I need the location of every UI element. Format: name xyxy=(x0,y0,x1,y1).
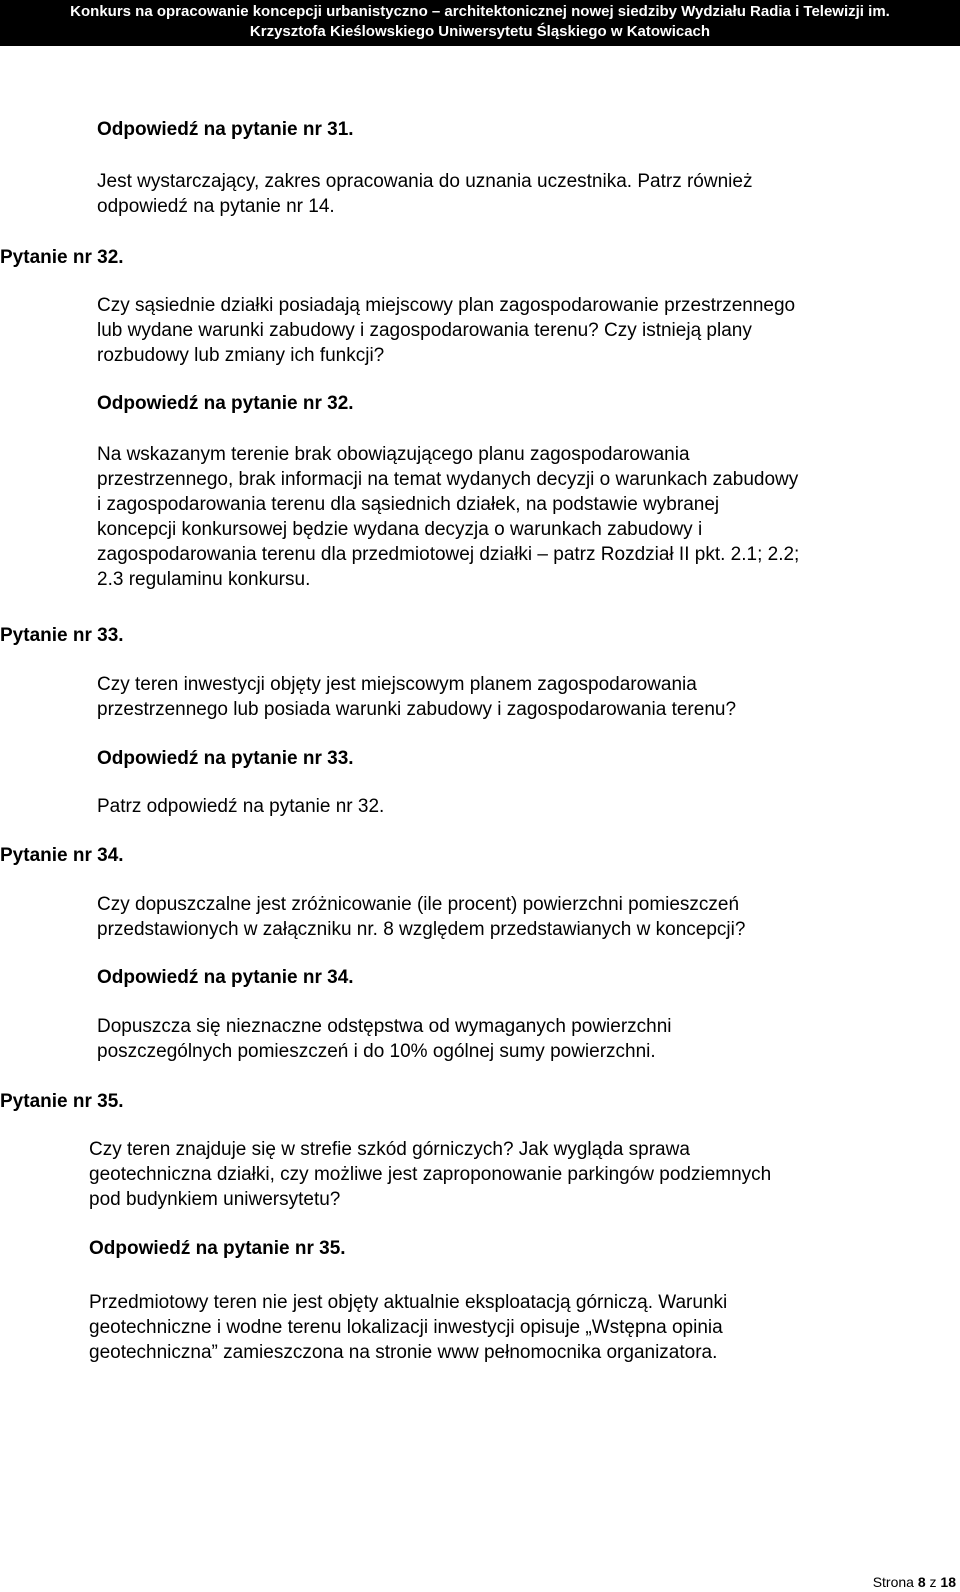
question-32-line-3: rozbudowy lub zmiany ich funkcji? xyxy=(97,345,385,366)
answer-31-heading: Odpowiedź na pytanie nr 31. xyxy=(97,119,354,140)
answer-31-line-2: odpowiedź na pytanie nr 14. xyxy=(97,196,335,217)
answer-32-heading: Odpowiedź na pytanie nr 32. xyxy=(97,393,354,414)
answer-32-line-3: i zagospodarowania terenu dla sąsiednich działek, na podstawie wybranej xyxy=(97,494,720,515)
answer-32-line-4: koncepcji konkursowej będzie wydana decyzja o warunkach zabudowy i xyxy=(97,519,703,540)
answer-34-heading: Odpowiedź na pytanie nr 34. xyxy=(97,967,354,988)
question-32-line-2: lub wydane warunki zabudowy i zagospodarowania terenu? Czy istnieją plany xyxy=(97,320,752,341)
question-32-label: Pytanie nr 32. xyxy=(0,247,124,268)
question-33-line-2: przestrzennego lub posiada warunki zabudowy i zagospodarowania terenu? xyxy=(97,699,737,720)
question-35-line-3: pod budynkiem uniwersytetu? xyxy=(89,1189,341,1210)
answer-33-line-1: Patrz odpowiedź na pytanie nr 32. xyxy=(97,796,385,817)
answer-33-heading: Odpowiedź na pytanie nr 33. xyxy=(97,748,354,769)
answer-32-line-2: przestrzennego, brak informacji na temat wydanych decyzji o warunkach zabudowy xyxy=(97,469,799,490)
answer-35-line-1: Przedmiotowy teren nie jest objęty aktualnie eksploatacją górniczą. Warunki xyxy=(89,1292,728,1313)
answer-34-line-1: Dopuszcza się nieznaczne odstępstwa od wymaganych powierzchni xyxy=(97,1016,672,1037)
answer-35-line-3: geotechniczna” zamieszczona na stronie www pełnomocnika organizatora. xyxy=(89,1342,718,1363)
page-number xyxy=(873,1574,956,1590)
answer-32-line-5: zagospodarowania terenu dla przedmiotowej działki – patrz Rozdział II pkt. 2.1; 2.2; xyxy=(97,544,800,565)
question-35-line-2: geotechniczna działki, czy możliwe jest zaproponowanie parkingów podziemnych xyxy=(89,1164,772,1185)
answer-35-line-2: geotechniczne i wodne terenu lokalizacji inwestycji opisuje „Wstępna opinia xyxy=(89,1317,723,1338)
answer-32-line-6: 2.3 regulaminu konkursu. xyxy=(97,569,311,590)
answer-35-heading: Odpowiedź na pytanie nr 35. xyxy=(89,1238,346,1259)
question-32-line-1: Czy sąsiednie działki posiadają miejscowy plan zagospodarowanie przestrzennego xyxy=(97,295,796,316)
question-34-line-2: przedstawionych w załączniku nr. 8 względem przedstawianych w koncepcji? xyxy=(97,919,746,940)
question-34-label: Pytanie nr 34. xyxy=(0,845,124,866)
page-separator: z xyxy=(929,1574,937,1590)
question-35-label: Pytanie nr 35. xyxy=(0,1091,124,1112)
page-prefix: Strona xyxy=(872,1574,914,1590)
header-line-2: Krzysztofa Kieślowskiego Uniwersytetu Śląskiego w Katowicach xyxy=(249,23,711,40)
question-33-label: Pytanie nr 33. xyxy=(0,625,124,646)
answer-31-line-1: Jest wystarczający, zakres opracowania do uznania uczestnika. Patrz również xyxy=(97,171,753,192)
question-35-line-1: Czy teren znajduje się w strefie szkód górniczych? Jak wygląda sprawa xyxy=(89,1139,690,1160)
header-line-1: Konkurs na opracowanie koncepcji urbanistyczno – architektonicznej nowej siedziby Wydziału Radia i Telewizji im. xyxy=(70,3,890,20)
document-header xyxy=(0,0,960,46)
question-33-line-1: Czy teren inwestycji objęty jest miejscowym planem zagospodarowania xyxy=(97,674,697,695)
answer-32-line-1: Na wskazanym terenie brak obowiązującego planu zagospodarowania xyxy=(97,444,690,465)
answer-34-line-2: poszczególnych pomieszczeń i do 10% ogólnej sumy powierzchni. xyxy=(97,1041,656,1062)
current-page: 8 xyxy=(917,1574,926,1590)
question-34-line-1: Czy dopuszczalne jest zróżnicowanie (ile procent) powierzchni pomieszczeń xyxy=(97,894,740,915)
total-pages: 18 xyxy=(940,1574,956,1590)
